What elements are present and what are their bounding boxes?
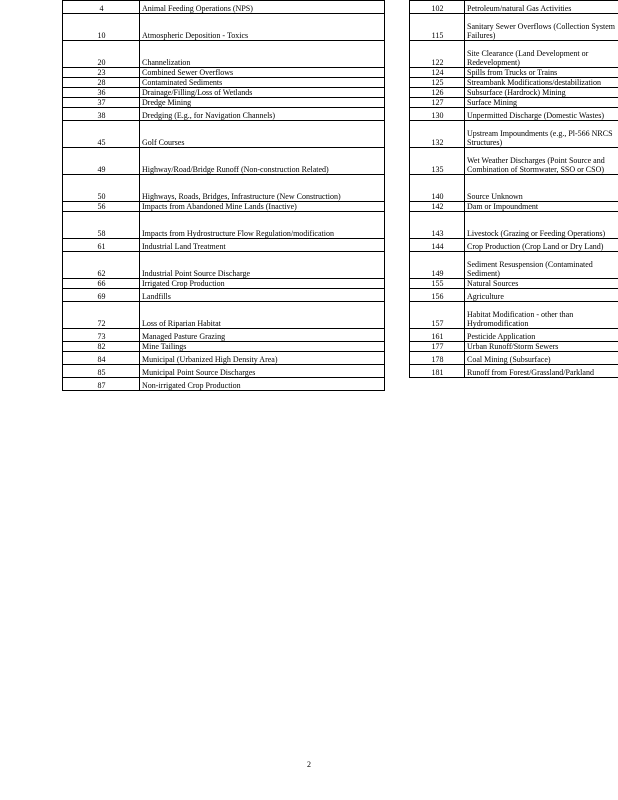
table-row: [410, 1, 618, 14]
source-code-cell: 132: [410, 121, 465, 148]
table-row: [410, 329, 618, 342]
source-description-cell: Agriculture: [465, 289, 618, 302]
source-description-cell: Loss of Riparian Habitat: [140, 302, 385, 329]
source-code-cell: 124: [410, 68, 465, 78]
source-code-cell: 73: [63, 329, 140, 342]
table-row: [63, 98, 385, 108]
table-row: [63, 352, 385, 365]
source-description-cell: Golf Courses: [140, 121, 385, 148]
source-code-cell: 143: [410, 212, 465, 239]
table-row: [410, 121, 618, 148]
source-description-cell: Managed Pasture Grazing: [140, 329, 385, 342]
source-description-cell: Dredge Mining: [140, 98, 385, 108]
table-row: [410, 239, 618, 252]
table-row: [410, 148, 618, 175]
source-description-cell: Impacts from Hydrostructure Flow Regulation/modification: [140, 212, 385, 239]
table-row: [410, 108, 618, 121]
table-row: [410, 279, 618, 289]
source-description-cell: Site Clearance (Land Development or Redevelopment): [465, 41, 618, 68]
source-description-cell: Municipal (Urbanized High Density Area): [140, 352, 385, 365]
source-code-cell: 28: [63, 78, 140, 88]
source-code-cell: 125: [410, 78, 465, 88]
source-code-cell: 37: [63, 98, 140, 108]
source-code-cell: 142: [410, 202, 465, 212]
source-code-cell: 38: [63, 108, 140, 121]
source-description-cell: Sanitary Sewer Overflows (Collection System Failures): [465, 14, 618, 41]
table-row: [63, 148, 385, 175]
source-description-cell: Landfills: [140, 289, 385, 302]
source-code-cell: 66: [63, 279, 140, 289]
source-code-cell: 149: [410, 252, 465, 279]
table-row: [63, 108, 385, 121]
table-row: [410, 352, 618, 365]
source-description-cell: Spills from Trucks or Trains: [465, 68, 618, 78]
source-code-cell: 61: [63, 239, 140, 252]
source-code-cell: 140: [410, 175, 465, 202]
source-description-cell: Livestock (Grazing or Feeding Operations): [465, 212, 618, 239]
source-description-cell: Unpermitted Discharge (Domestic Wastes): [465, 108, 618, 121]
source-description-cell: Sediment Resuspension (Contaminated Sediment): [465, 252, 618, 279]
source-code-cell: 126: [410, 88, 465, 98]
source-code-cell: 181: [410, 365, 465, 378]
source-description-cell: Coal Mining (Subsurface): [465, 352, 618, 365]
source-code-cell: 82: [63, 342, 140, 352]
source-code-cell: 155: [410, 279, 465, 289]
page-number: 2: [307, 760, 311, 769]
table-row: [63, 88, 385, 98]
table-row: [63, 41, 385, 68]
source-description-cell: Industrial Point Source Discharge: [140, 252, 385, 279]
source-code-cell: 4: [63, 1, 140, 14]
source-description-cell: Crop Production (Crop Land or Dry Land): [465, 239, 618, 252]
source-description-cell: Streambank Modifications/destabilization: [465, 78, 618, 88]
source-description-cell: Drainage/Filling/Loss of Wetlands: [140, 88, 385, 98]
source-code-cell: 49: [63, 148, 140, 175]
source-description-cell: Urban Runoff/Storm Sewers: [465, 342, 618, 352]
table-row: [410, 175, 618, 202]
source-description-cell: Highways, Roads, Bridges, Infrastructure (New Construction): [140, 175, 385, 202]
source-code-cell: 157: [410, 302, 465, 329]
source-code-cell: 135: [410, 148, 465, 175]
source-code-cell: 62: [63, 252, 140, 279]
source-code-cell: 177: [410, 342, 465, 352]
source-code-cell: 156: [410, 289, 465, 302]
source-code-cell: 122: [410, 41, 465, 68]
source-description-cell: Dredging (E.g., for Navigation Channels): [140, 108, 385, 121]
source-description-cell: Pesticide Application: [465, 329, 618, 342]
table-row: [410, 212, 618, 239]
table-row: [63, 212, 385, 239]
source-code-cell: 87: [63, 378, 140, 391]
table-row: [63, 378, 385, 391]
table-row: [410, 302, 618, 329]
source-description-cell: Irrigated Crop Production: [140, 279, 385, 289]
table-row: [410, 202, 618, 212]
source-code-cell: 161: [410, 329, 465, 342]
source-code-cell: 85: [63, 365, 140, 378]
source-code-cell: 102: [410, 1, 465, 14]
source-code-cell: 36: [63, 88, 140, 98]
source-code-cell: 178: [410, 352, 465, 365]
source-description-cell: Dam or Impoundment: [465, 202, 618, 212]
table-row: [410, 252, 618, 279]
table-row: [63, 121, 385, 148]
source-code-cell: 127: [410, 98, 465, 108]
source-description-cell: Wet Weather Discharges (Point Source and Combination of Stormwater, SSO or CSO): [465, 148, 618, 175]
source-code-cell: 45: [63, 121, 140, 148]
source-code-cell: 84: [63, 352, 140, 365]
table-row: [410, 88, 618, 98]
right-table-body: [410, 1, 618, 378]
source-description-cell: Atmospheric Deposition - Toxics: [140, 14, 385, 41]
source-description-cell: Non-irrigated Crop Production: [140, 378, 385, 391]
table-row: [410, 342, 618, 352]
table-row: [63, 302, 385, 329]
source-code-cell: 20: [63, 41, 140, 68]
source-code-cell: 23: [63, 68, 140, 78]
table-row: [63, 175, 385, 202]
table-row: [63, 68, 385, 78]
source-description-cell: Petroleum/natural Gas Activities: [465, 1, 618, 14]
source-description-cell: Subsurface (Hardrock) Mining: [465, 88, 618, 98]
source-description-cell: Highway/Road/Bridge Runoff (Non-construction Related): [140, 148, 385, 175]
table-row: [63, 14, 385, 41]
source-code-cell: 144: [410, 239, 465, 252]
source-code-cell: 58: [63, 212, 140, 239]
table-row: [63, 329, 385, 342]
source-description-cell: Industrial Land Treatment: [140, 239, 385, 252]
source-description-cell: Runoff from Forest/Grassland/Parkland: [465, 365, 618, 378]
source-code-cell: 130: [410, 108, 465, 121]
source-description-cell: Mine Tailings: [140, 342, 385, 352]
source-code-cell: 115: [410, 14, 465, 41]
source-code-cell: 69: [63, 289, 140, 302]
table-row: [63, 78, 385, 88]
source-description-cell: Impacts from Abandoned Mine Lands (Inactive): [140, 202, 385, 212]
table-row: [410, 41, 618, 68]
table-row: [63, 202, 385, 212]
source-description-cell: Combined Sewer Overflows: [140, 68, 385, 78]
source-code-cell: 56: [63, 202, 140, 212]
source-code-cell: 72: [63, 302, 140, 329]
left-table-body: [63, 1, 385, 391]
table-row: [410, 68, 618, 78]
table-row: [63, 252, 385, 279]
table-row: [63, 279, 385, 289]
right-source-table: [409, 0, 618, 378]
source-description-cell: Animal Feeding Operations (NPS): [140, 1, 385, 14]
table-row: [63, 365, 385, 378]
table-row: [63, 342, 385, 352]
source-code-cell: 10: [63, 14, 140, 41]
source-description-cell: Contaminated Sediments: [140, 78, 385, 88]
left-source-table: [62, 0, 385, 391]
table-row: [410, 365, 618, 378]
source-code-cell: 50: [63, 175, 140, 202]
table-row: [63, 289, 385, 302]
source-description-cell: Habitat Modification - other than Hydromodification: [465, 302, 618, 329]
source-description-cell: Natural Sources: [465, 279, 618, 289]
table-row: [63, 1, 385, 14]
source-description-cell: Source Unknown: [465, 175, 618, 202]
source-description-cell: Upstream Impoundments (e.g., Pl-566 NRCS Structures): [465, 121, 618, 148]
source-description-cell: Surface Mining: [465, 98, 618, 108]
table-row: [63, 239, 385, 252]
table-row: [410, 78, 618, 88]
source-description-cell: Channelization: [140, 41, 385, 68]
table-row: [410, 98, 618, 108]
source-description-cell: Municipal Point Source Discharges: [140, 365, 385, 378]
table-row: [410, 14, 618, 41]
table-row: [410, 289, 618, 302]
